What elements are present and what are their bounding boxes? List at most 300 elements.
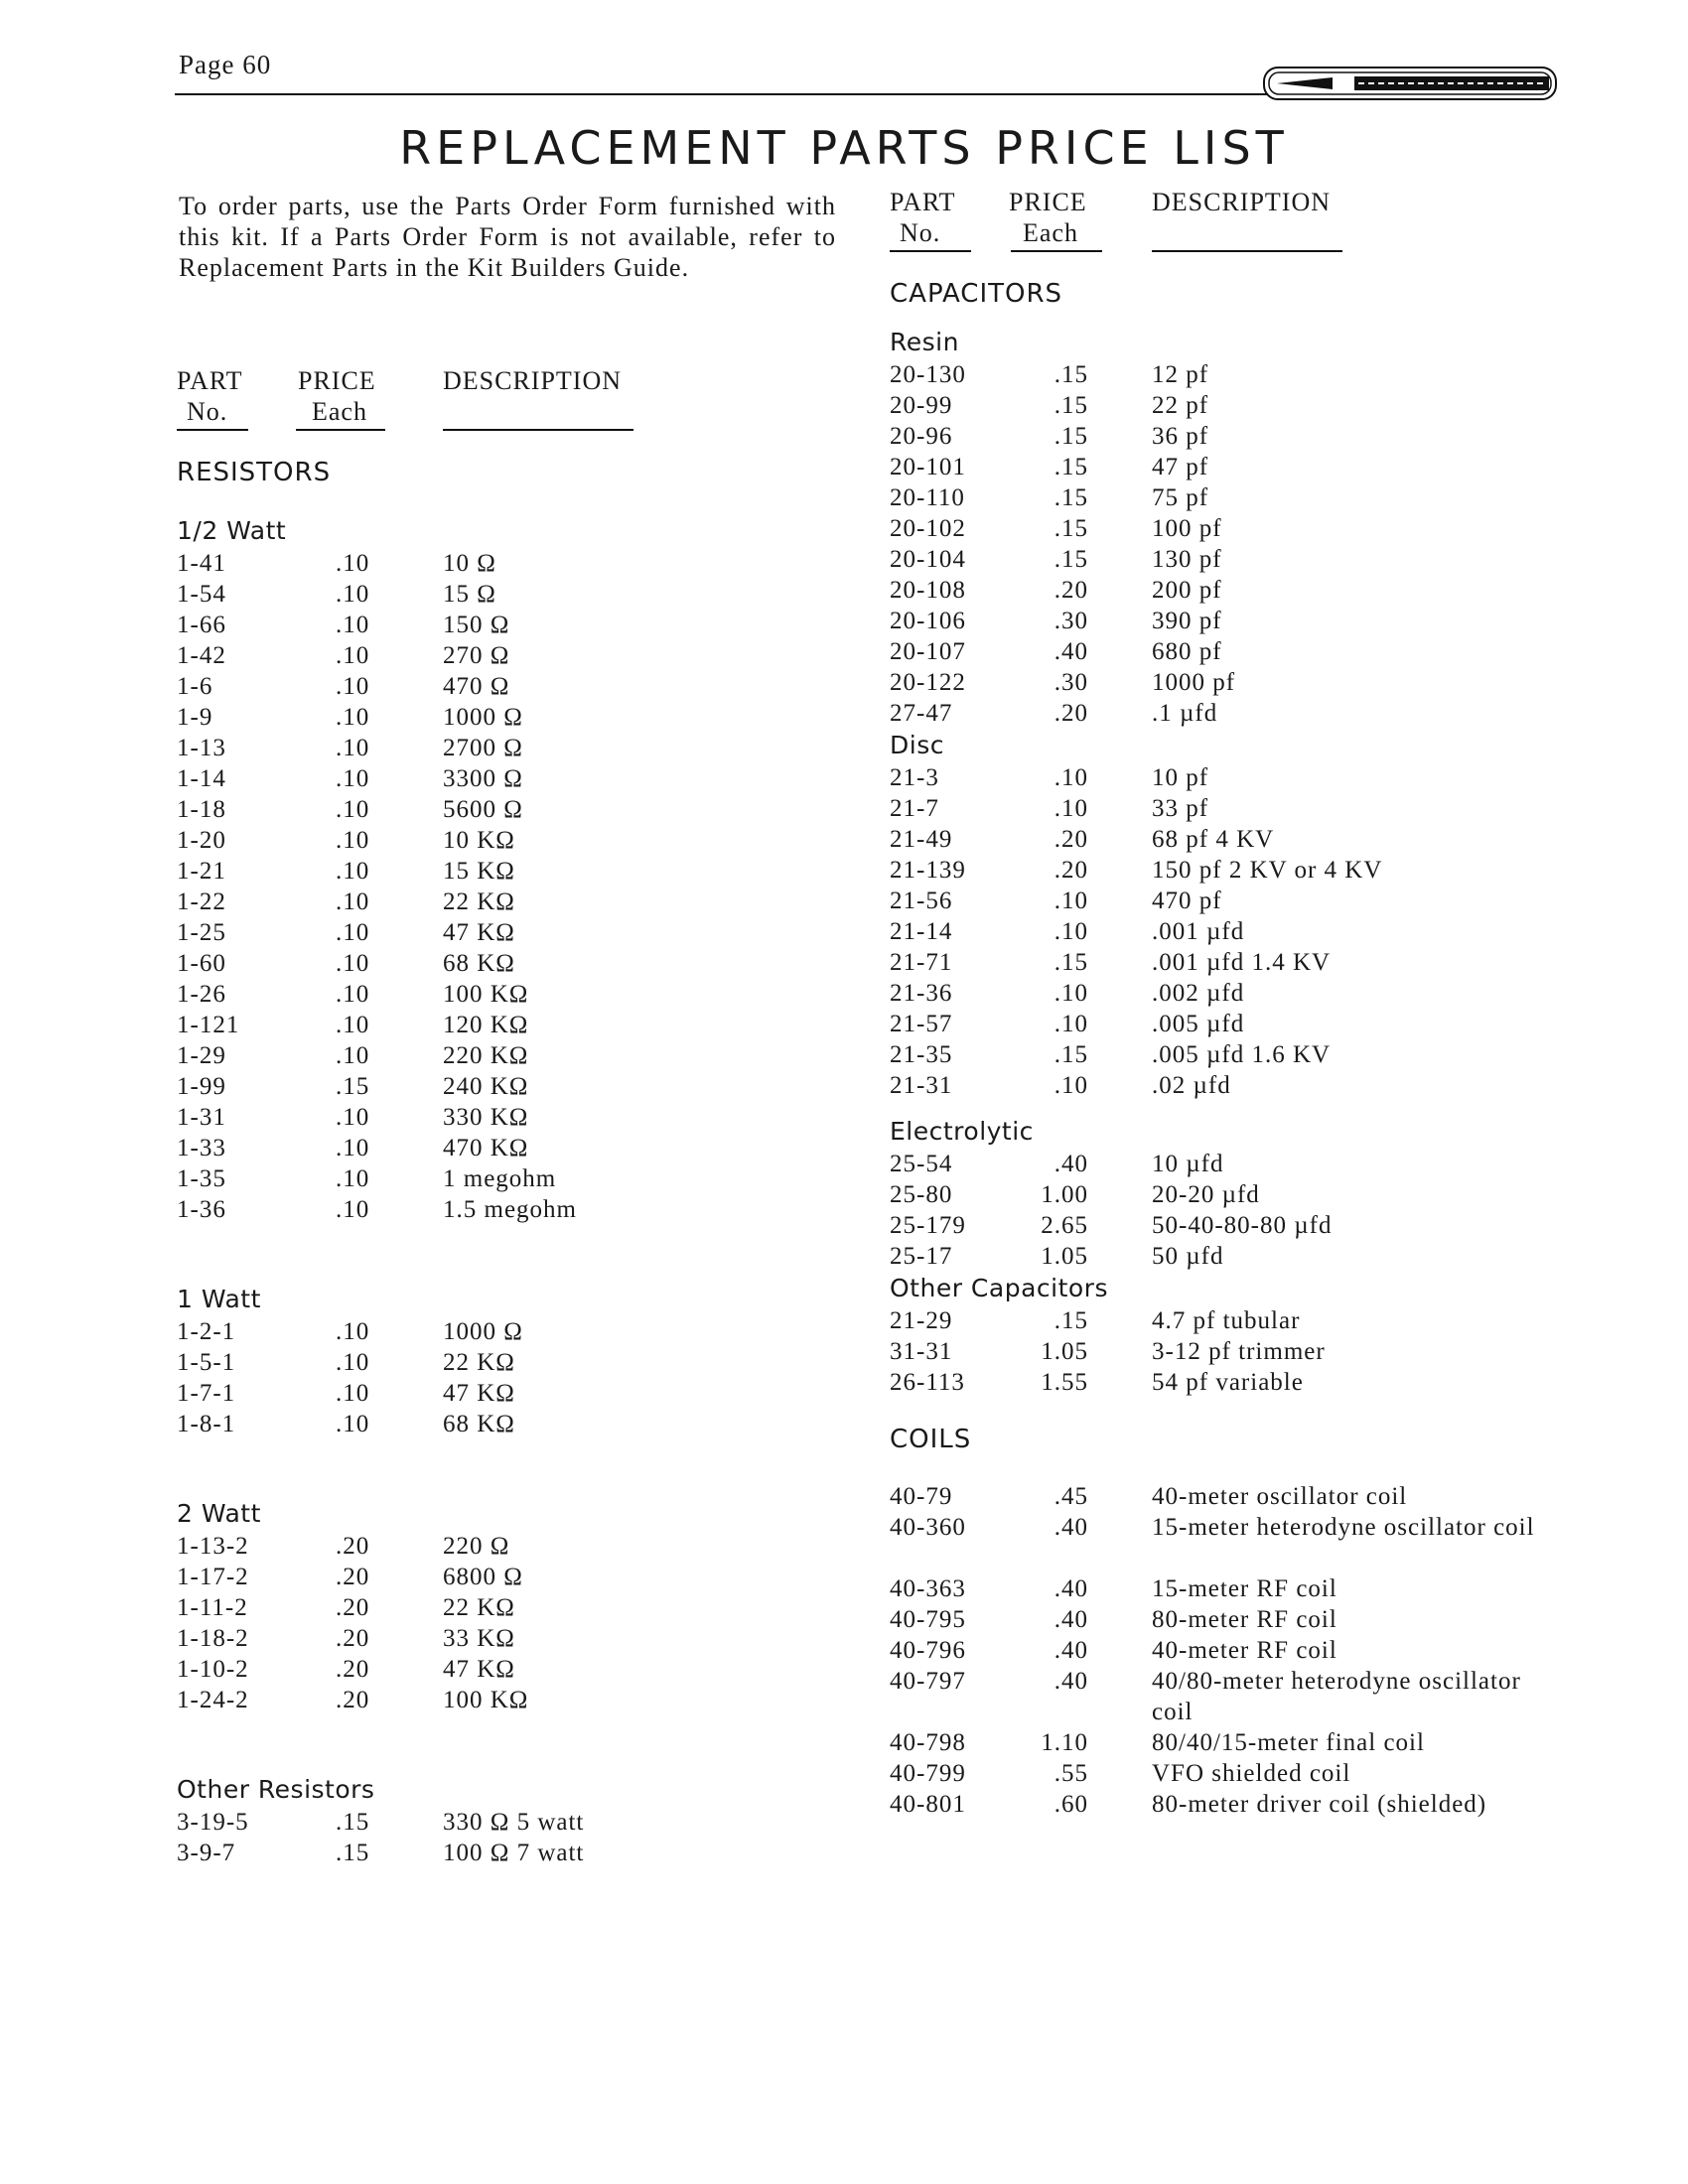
parts-list [175, 1807, 850, 1868]
price: .10 [336, 981, 370, 1008]
description: 10 pf [1152, 764, 1209, 791]
part-number: 21-36 [890, 980, 953, 1007]
price: .10 [1054, 1011, 1088, 1037]
part-number: 1-66 [177, 612, 226, 638]
header-underline [1152, 250, 1342, 252]
header-price: PRICE [298, 366, 376, 395]
left-column [175, 365, 850, 1868]
price: .10 [336, 1196, 370, 1223]
table-row [175, 1531, 850, 1562]
table-row [175, 763, 850, 794]
price: .15 [1054, 361, 1088, 388]
description: 470 Ω [443, 673, 510, 700]
table-row [175, 1378, 850, 1409]
price: .20 [336, 1594, 370, 1621]
price: .40 [1054, 1668, 1088, 1695]
price: .40 [1054, 1637, 1088, 1664]
price: .15 [1054, 423, 1088, 450]
part-number: 1-33 [177, 1135, 226, 1161]
description: 10 µfd [1152, 1151, 1224, 1177]
header-underline [890, 250, 971, 252]
part-number: 1-13-2 [177, 1533, 249, 1560]
table-row [888, 1635, 1583, 1666]
part-number: 21-31 [890, 1072, 953, 1099]
section-title: COILS [890, 1425, 972, 1454]
table-row [888, 1149, 1583, 1179]
table-row [175, 671, 850, 702]
part-number: 1-24-2 [177, 1687, 249, 1713]
description: 80-meter driver coil (shielded) [1152, 1791, 1487, 1818]
subsection-title: 1 Watt [177, 1285, 261, 1313]
intro-paragraph: To order parts, use the Parts Order Form furnished with this kit. If a Parts Order Form is not available, refer to Replacement Parts in the Kit Builders Guide. [179, 192, 836, 282]
table-row [888, 698, 1583, 729]
part-number: 3-9-7 [177, 1840, 236, 1866]
table-row [888, 1179, 1583, 1210]
description: 6800 Ω [443, 1564, 523, 1590]
price: .15 [336, 1840, 370, 1866]
part-number: 1-13 [177, 735, 226, 761]
part-number: 1-6 [177, 673, 213, 700]
price: .40 [1054, 1575, 1088, 1602]
table-row [175, 1194, 850, 1225]
description: 120 KΩ [443, 1012, 529, 1038]
header-price: PRICE [1009, 188, 1087, 216]
description: 390 pf [1152, 608, 1222, 634]
table-row [888, 1573, 1583, 1604]
part-number: 20-99 [890, 392, 953, 419]
part-number: 1-36 [177, 1196, 226, 1223]
header-part: PART [177, 366, 243, 395]
table-row [888, 1336, 1583, 1367]
description: 54 pf variable [1152, 1369, 1304, 1396]
description: 47 KΩ [443, 1380, 515, 1407]
description: .002 µfd [1152, 980, 1245, 1007]
right-column [888, 187, 1583, 1850]
description: 240 KΩ [443, 1073, 529, 1100]
page-title: REPLACEMENT PARTS PRICE LIST [399, 121, 1289, 175]
table-row [888, 1367, 1583, 1398]
description: .02 µfd [1152, 1072, 1231, 1099]
part-number: 25-179 [890, 1212, 966, 1239]
part-number: 20-122 [890, 669, 966, 696]
table-row [888, 1210, 1583, 1241]
price: .15 [336, 1809, 370, 1836]
table-row [175, 1838, 850, 1868]
part-number: 20-130 [890, 361, 966, 388]
table-row [888, 793, 1583, 824]
table-row [175, 979, 850, 1010]
price: .10 [336, 1104, 370, 1131]
part-number: 21-57 [890, 1011, 953, 1037]
part-number: 1-11-2 [177, 1594, 248, 1621]
price: 2.65 [1041, 1212, 1088, 1239]
price: .15 [1054, 392, 1088, 419]
parts-list [888, 762, 1583, 1101]
table-row [175, 1010, 850, 1040]
description: 80/40/15-meter final coil [1152, 1729, 1425, 1756]
part-number: 1-8-1 [177, 1411, 236, 1437]
table-row [175, 1163, 850, 1194]
price: .15 [1054, 454, 1088, 480]
part-number: 1-121 [177, 1012, 240, 1038]
table-row [175, 887, 850, 917]
description: 80-meter RF coil [1152, 1606, 1337, 1633]
price: .20 [336, 1564, 370, 1590]
description: VFO shielded coil [1152, 1760, 1351, 1787]
price: .15 [1054, 546, 1088, 573]
price: .10 [336, 1042, 370, 1069]
table-row [888, 513, 1583, 544]
section-title: RESISTORS [177, 458, 332, 487]
table-row [888, 947, 1583, 978]
part-number: 21-56 [890, 887, 953, 914]
part-number: 26-113 [890, 1369, 965, 1396]
part-number: 21-139 [890, 857, 966, 884]
description: 20-20 µfd [1152, 1181, 1260, 1208]
part-number: 40-363 [890, 1575, 966, 1602]
price: .30 [1054, 608, 1088, 634]
description: 150 Ω [443, 612, 510, 638]
table-row [175, 825, 850, 856]
part-number: 1-20 [177, 827, 226, 854]
part-number: 40-801 [890, 1791, 966, 1818]
part-number: 40-796 [890, 1637, 966, 1664]
price: .30 [1054, 669, 1088, 696]
part-number: 40-799 [890, 1760, 966, 1787]
parts-list [888, 1481, 1583, 1850]
description: 150 pf 2 KV or 4 KV [1152, 857, 1383, 884]
description: 36 pf [1152, 423, 1209, 450]
price: .15 [1054, 1041, 1088, 1068]
price: 1.10 [1041, 1729, 1088, 1756]
part-number: 40-798 [890, 1729, 966, 1756]
subsection-title: Resin [890, 328, 959, 356]
part-number: 1-18-2 [177, 1625, 249, 1652]
description: 47 KΩ [443, 919, 515, 946]
description: 200 pf [1152, 577, 1222, 604]
description: .001 µfd [1152, 918, 1245, 945]
header-underline [1011, 250, 1102, 252]
table-row [175, 1409, 850, 1439]
price: .10 [1054, 795, 1088, 822]
description: 470 pf [1152, 887, 1222, 914]
part-number: 20-96 [890, 423, 953, 450]
part-number: 25-80 [890, 1181, 953, 1208]
description: 68 KΩ [443, 1411, 515, 1437]
part-number: 20-108 [890, 577, 966, 604]
description: 68 KΩ [443, 950, 515, 977]
price: .10 [1054, 1072, 1088, 1099]
table-row [175, 1316, 850, 1347]
description: 40-meter RF coil [1152, 1637, 1337, 1664]
table-row [175, 579, 850, 610]
price: .60 [1054, 1791, 1088, 1818]
part-number: 20-110 [890, 484, 965, 511]
header-price-each: Each [1023, 218, 1078, 247]
header-price-each: Each [312, 397, 367, 426]
price: .10 [336, 550, 370, 577]
part-number: 21-7 [890, 795, 939, 822]
header-part-no: No. [187, 397, 228, 426]
description: 270 Ω [443, 642, 510, 669]
description: 3-12 pf trimmer [1152, 1338, 1326, 1365]
part-number: 20-104 [890, 546, 966, 573]
description: 15-meter RF coil [1152, 1575, 1337, 1602]
price: .10 [336, 796, 370, 823]
table-row [888, 978, 1583, 1009]
price: .20 [1054, 857, 1088, 884]
table-row [175, 702, 850, 733]
table-row [888, 824, 1583, 855]
price: .10 [336, 1380, 370, 1407]
price: .10 [336, 735, 370, 761]
description: 47 pf [1152, 454, 1209, 480]
description: 15 KΩ [443, 858, 515, 885]
description: 10 KΩ [443, 827, 515, 854]
part-number: 1-10-2 [177, 1656, 249, 1683]
table-row [175, 1102, 850, 1133]
description: .005 µfd 1.6 KV [1152, 1041, 1332, 1068]
price: .20 [336, 1625, 370, 1652]
part-number: 1-29 [177, 1042, 226, 1069]
table-row [888, 855, 1583, 886]
price: .20 [336, 1687, 370, 1713]
table-row [888, 452, 1583, 482]
table-row [888, 1604, 1583, 1635]
brand-logo-icon [1263, 66, 1557, 101]
description: 100 KΩ [443, 981, 529, 1008]
description: 100 Ω 7 watt [443, 1840, 585, 1866]
price: .10 [336, 704, 370, 731]
price: .10 [336, 950, 370, 977]
part-number: 1-35 [177, 1165, 226, 1192]
part-number: 1-99 [177, 1073, 226, 1100]
price: .40 [1054, 1606, 1088, 1633]
header-description: DESCRIPTION [1152, 188, 1332, 216]
table-row [175, 1592, 850, 1623]
parts-list [888, 359, 1583, 729]
part-number: 1-26 [177, 981, 226, 1008]
price: .10 [1054, 764, 1088, 791]
table-row [888, 1241, 1583, 1272]
table-row [888, 1512, 1583, 1573]
part-number: 20-101 [890, 454, 966, 480]
table-row [888, 1758, 1583, 1789]
table-row [888, 762, 1583, 793]
subsection-title: Disc [890, 731, 944, 759]
description: 220 Ω [443, 1533, 510, 1560]
price: .10 [336, 673, 370, 700]
part-number: 40-79 [890, 1483, 953, 1510]
parts-list [888, 1305, 1583, 1398]
description: 100 KΩ [443, 1687, 529, 1713]
description: 5600 Ω [443, 796, 523, 823]
price: .10 [336, 1349, 370, 1376]
price: .15 [336, 1073, 370, 1100]
table-row [888, 1009, 1583, 1039]
table-row [888, 636, 1583, 667]
table-row [175, 856, 850, 887]
table-row [175, 1807, 850, 1838]
description: 50 µfd [1152, 1243, 1224, 1270]
description: 12 pf [1152, 361, 1209, 388]
price: .10 [336, 1165, 370, 1192]
description: 22 KΩ [443, 1349, 515, 1376]
price: .10 [1054, 887, 1088, 914]
price: 1.00 [1041, 1181, 1088, 1208]
subsection-title: Other Capacitors [890, 1274, 1108, 1302]
description: 50-40-80-80 µfd [1152, 1212, 1333, 1239]
table-row [175, 917, 850, 948]
part-number: 31-31 [890, 1338, 953, 1365]
price: .10 [336, 827, 370, 854]
part-number: 1-54 [177, 581, 226, 608]
table-row [175, 948, 850, 979]
part-number: 27-47 [890, 700, 953, 727]
description: 1 megohm [443, 1165, 557, 1192]
header-part-no: No. [900, 218, 941, 247]
part-number: 1-25 [177, 919, 226, 946]
description: .001 µfd 1.4 KV [1152, 949, 1332, 976]
description: 40-meter oscillator coil [1152, 1483, 1408, 1510]
table-row [888, 421, 1583, 452]
parts-list [175, 1316, 850, 1439]
description: 1000 pf [1152, 669, 1236, 696]
table-row [888, 1727, 1583, 1758]
description: 33 KΩ [443, 1625, 515, 1652]
description: 1.5 megohm [443, 1196, 577, 1223]
table-row [175, 794, 850, 825]
table-row [175, 1133, 850, 1163]
description: 100 pf [1152, 515, 1222, 542]
description: 2700 Ω [443, 735, 523, 761]
part-number: 1-21 [177, 858, 226, 885]
description: 330 Ω 5 watt [443, 1809, 585, 1836]
parts-list [175, 548, 850, 1225]
part-number: 21-29 [890, 1307, 953, 1334]
price: .10 [336, 919, 370, 946]
price: .45 [1054, 1483, 1088, 1510]
price: .10 [1054, 918, 1088, 945]
price: .40 [1054, 638, 1088, 665]
part-number: 1-2-1 [177, 1318, 236, 1345]
table-row [175, 640, 850, 671]
price: .10 [336, 1318, 370, 1345]
part-number: 21-3 [890, 764, 939, 791]
price: .40 [1054, 1514, 1088, 1541]
price: .10 [336, 581, 370, 608]
part-number: 1-7-1 [177, 1380, 236, 1407]
part-number: 21-71 [890, 949, 953, 976]
description: 3300 Ω [443, 765, 523, 792]
price: .10 [336, 858, 370, 885]
part-number: 40-797 [890, 1668, 966, 1695]
description: 1000 Ω [443, 704, 523, 731]
description: 22 KΩ [443, 888, 515, 915]
part-number: 40-360 [890, 1514, 966, 1541]
price: 1.05 [1041, 1243, 1088, 1270]
table-row [888, 482, 1583, 513]
table-row [175, 1685, 850, 1715]
price: .10 [336, 612, 370, 638]
column-header [175, 365, 850, 455]
table-row [175, 1623, 850, 1654]
description: .005 µfd [1152, 1011, 1245, 1037]
table-row [888, 1070, 1583, 1101]
description: 330 KΩ [443, 1104, 529, 1131]
header-underline [296, 429, 385, 431]
price: .10 [336, 1135, 370, 1161]
table-row [888, 575, 1583, 606]
parts-list [888, 1149, 1583, 1272]
table-row [888, 1305, 1583, 1336]
description: 33 pf [1152, 795, 1209, 822]
page-number: Page 60 [179, 50, 272, 79]
table-row [175, 1040, 850, 1071]
part-number: 21-35 [890, 1041, 953, 1068]
price: 1.55 [1041, 1369, 1088, 1396]
part-number: 1-22 [177, 888, 226, 915]
table-row [175, 1071, 850, 1102]
part-number: 1-9 [177, 704, 213, 731]
part-number: 1-5-1 [177, 1349, 236, 1376]
table-row [888, 886, 1583, 916]
part-number: 25-54 [890, 1151, 953, 1177]
table-row [888, 1666, 1583, 1727]
part-number: 40-795 [890, 1606, 966, 1633]
subsection-title: Electrolytic [890, 1117, 1034, 1146]
part-number: 21-49 [890, 826, 953, 853]
part-number: 20-102 [890, 515, 966, 542]
part-number: 21-14 [890, 918, 953, 945]
table-row [175, 610, 850, 640]
description: 15-meter heterodyne oscillator coil [1152, 1514, 1535, 1541]
description: .1 µfd [1152, 700, 1218, 727]
description: 1000 Ω [443, 1318, 523, 1345]
table-row [888, 390, 1583, 421]
part-number: 1-60 [177, 950, 226, 977]
table-row [175, 1562, 850, 1592]
header-part: PART [890, 188, 956, 216]
price: .10 [336, 765, 370, 792]
header-underline [177, 429, 248, 431]
price: .15 [1054, 484, 1088, 511]
description: 680 pf [1152, 638, 1222, 665]
table-row [888, 1039, 1583, 1070]
table-row [888, 606, 1583, 636]
part-number: 1-18 [177, 796, 226, 823]
part-number: 1-42 [177, 642, 226, 669]
description: 22 pf [1152, 392, 1209, 419]
description: 10 Ω [443, 550, 496, 577]
table-row [888, 1481, 1583, 1512]
price: .20 [336, 1656, 370, 1683]
price: .15 [1054, 949, 1088, 976]
header-description: DESCRIPTION [443, 366, 623, 395]
price: .15 [1054, 515, 1088, 542]
description: 47 KΩ [443, 1656, 515, 1683]
column-header [888, 187, 1583, 276]
table-row [888, 544, 1583, 575]
subsection-title: 1/2 Watt [177, 516, 287, 545]
table-row [888, 667, 1583, 698]
section-title: CAPACITORS [890, 279, 1063, 309]
part-number: 1-31 [177, 1104, 226, 1131]
table-row [175, 733, 850, 763]
part-number: 1-41 [177, 550, 226, 577]
price: .20 [1054, 577, 1088, 604]
price: 1.05 [1041, 1338, 1088, 1365]
